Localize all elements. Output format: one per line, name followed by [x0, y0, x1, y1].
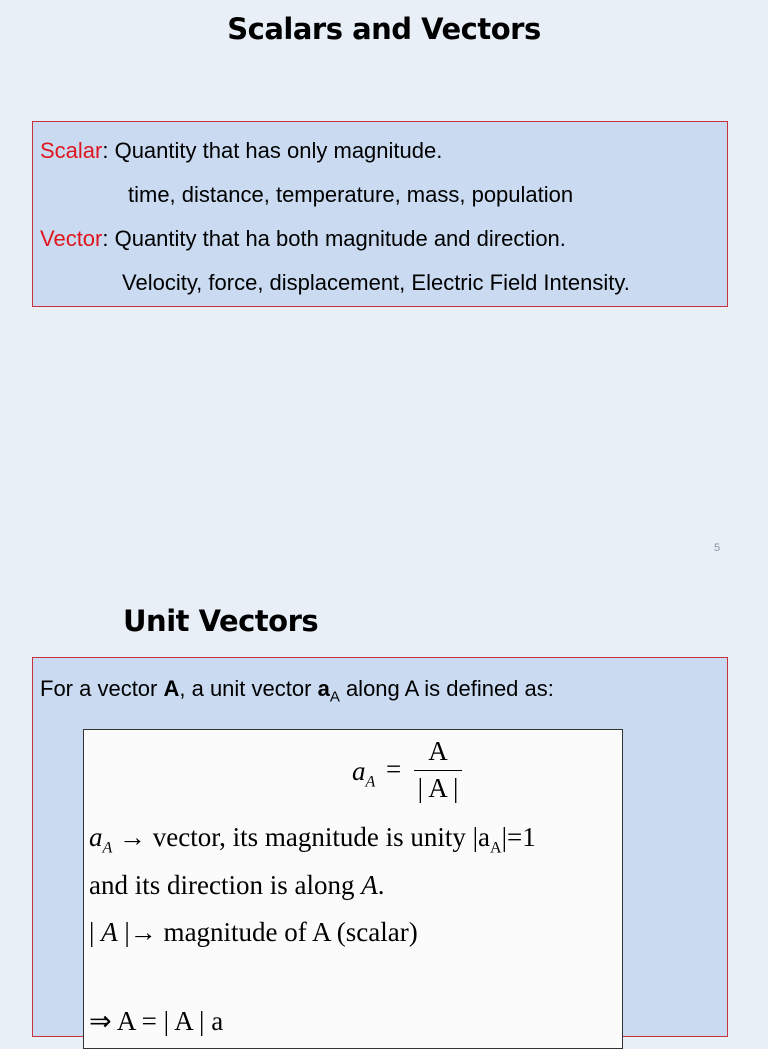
intro-unit-a: a	[317, 676, 330, 701]
definition-box	[32, 121, 728, 307]
slide-title-unit-vectors: Unit Vectors	[123, 604, 319, 638]
unit-vector-box	[32, 657, 728, 1037]
formula-equals: =	[386, 754, 402, 784]
formula-line-4: ⇒ A = | A | a	[89, 1006, 224, 1036]
formula-image	[83, 729, 623, 1049]
intro-sub: A	[329, 688, 340, 706]
fraction-numerator: A	[414, 736, 462, 771]
intro-pre: For a vector	[40, 676, 164, 701]
formula-fraction	[414, 736, 462, 804]
vector-label: Vector	[40, 226, 103, 251]
intro-vector-A: A	[163, 676, 180, 701]
vector-examples: Velocity, force, displacement, Electric Field Intensity.	[122, 270, 630, 295]
page-number: 5	[714, 542, 721, 554]
formula-lhs: $a_A$	[352, 756, 376, 791]
slide-title-scalars-vectors: Scalars and Vectors	[227, 12, 541, 46]
formula-line-3: | A |→ magnitude of A (scalar)	[89, 917, 418, 947]
unit-vector-intro	[40, 676, 554, 705]
formula-line-1: $a_A$ → vector, its magnitude is unity $|a_A|=1$	[89, 822, 536, 857]
vector-definition	[40, 226, 566, 252]
scalar-definition	[40, 138, 442, 164]
intro-mid: , a unit vector	[179, 676, 318, 701]
fraction-denominator: | A |	[417, 773, 459, 803]
formula-line-2: and its direction is along A.	[89, 870, 385, 900]
vector-def-text: : Quantity that ha both magnitude and direction.	[102, 226, 566, 251]
scalar-examples: time, distance, temperature, mass, population	[128, 182, 574, 207]
scalar-def-text: : Quantity that has only magnitude.	[102, 138, 443, 163]
intro-post: along A is defined as:	[339, 676, 554, 701]
scalar-label: Scalar	[40, 138, 103, 163]
